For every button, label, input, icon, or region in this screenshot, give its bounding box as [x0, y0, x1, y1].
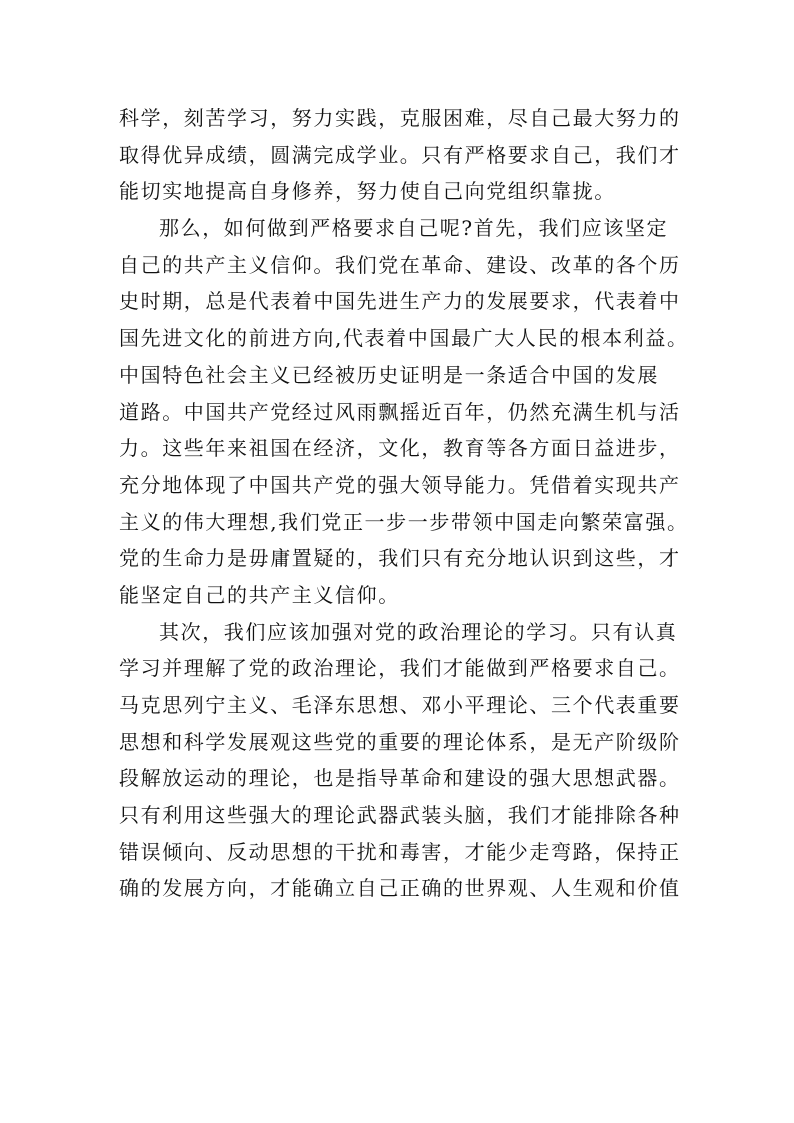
- text-line: 马克思列宁主义、毛泽东思想、邓小平理论、三个代表重要: [119, 693, 681, 717]
- text-line: 充分地体现了中国共产党的强大领导能力。凭借着实现共产: [119, 472, 681, 497]
- text-line: 确的发展方向，才能确立自己正确的世界观、人生观和价值: [119, 876, 681, 901]
- text-line: 段解放运动的理论，也是指导革命和建设的强大思想武器。: [119, 766, 681, 791]
- text-line: 只有利用这些强大的理论武器武装头脑，我们才能排除各种: [119, 803, 681, 828]
- text-line: 科学，刻苦学习，努力实践，克服困难，尽自己最大努力的: [119, 106, 681, 130]
- text-line: 能坚定自己的共产主义信仰。: [119, 582, 400, 607]
- text-line: 错误倾向、反动思想的干扰和毒害，才能少走弯路，保持正: [119, 839, 681, 864]
- document-body: [119, 100, 689, 907]
- text-line: 自己的共产主义信仰。我们党在革命、建设、改革的各个历: [119, 252, 681, 277]
- text-line: 党的生命力是毋庸置疑的，我们只有充分地认识到这些，才: [119, 546, 681, 571]
- text-line: 能切实地提高自身修养，努力使自己向党组织靠拢。: [119, 179, 616, 204]
- text-line: 史时期，总是代表着中国先进生产力的发展要求，代表着中: [119, 289, 681, 314]
- text-line: 取得优异成绩，圆满完成学业。只有严格要求自己，我们才: [119, 142, 681, 167]
- paragraph-first-line: 其次，我们应该加强对党的政治理论的学习。只有认真: [159, 619, 678, 644]
- text-line: 道路。中国共产党经过风雨飘摇近百年，仍然充满生机与活: [119, 399, 681, 424]
- text-line: 力。这些年来祖国在经济，文化，教育等各方面日益进步，: [119, 436, 681, 461]
- text-line: 思想和科学发展观这些党的重要的理论体系，是无产阶级阶: [119, 729, 681, 754]
- text-line: 学习并理解了党的政治理论，我们才能做到严格要求自己。: [119, 656, 681, 681]
- text-line: 中国特色社会主义已经被历史证明是一条适合中国的发展: [119, 362, 659, 387]
- text-line: 主义的伟大理想,我们党正一步一步带领中国走向繁荣富强。: [119, 509, 689, 534]
- text-line: 国先进文化的前进方向,代表着中国最广大人民的根本利益。: [119, 326, 689, 351]
- paragraph-first-line: 那么，如何做到严格要求自己呢?首先，我们应该坚定: [159, 216, 669, 241]
